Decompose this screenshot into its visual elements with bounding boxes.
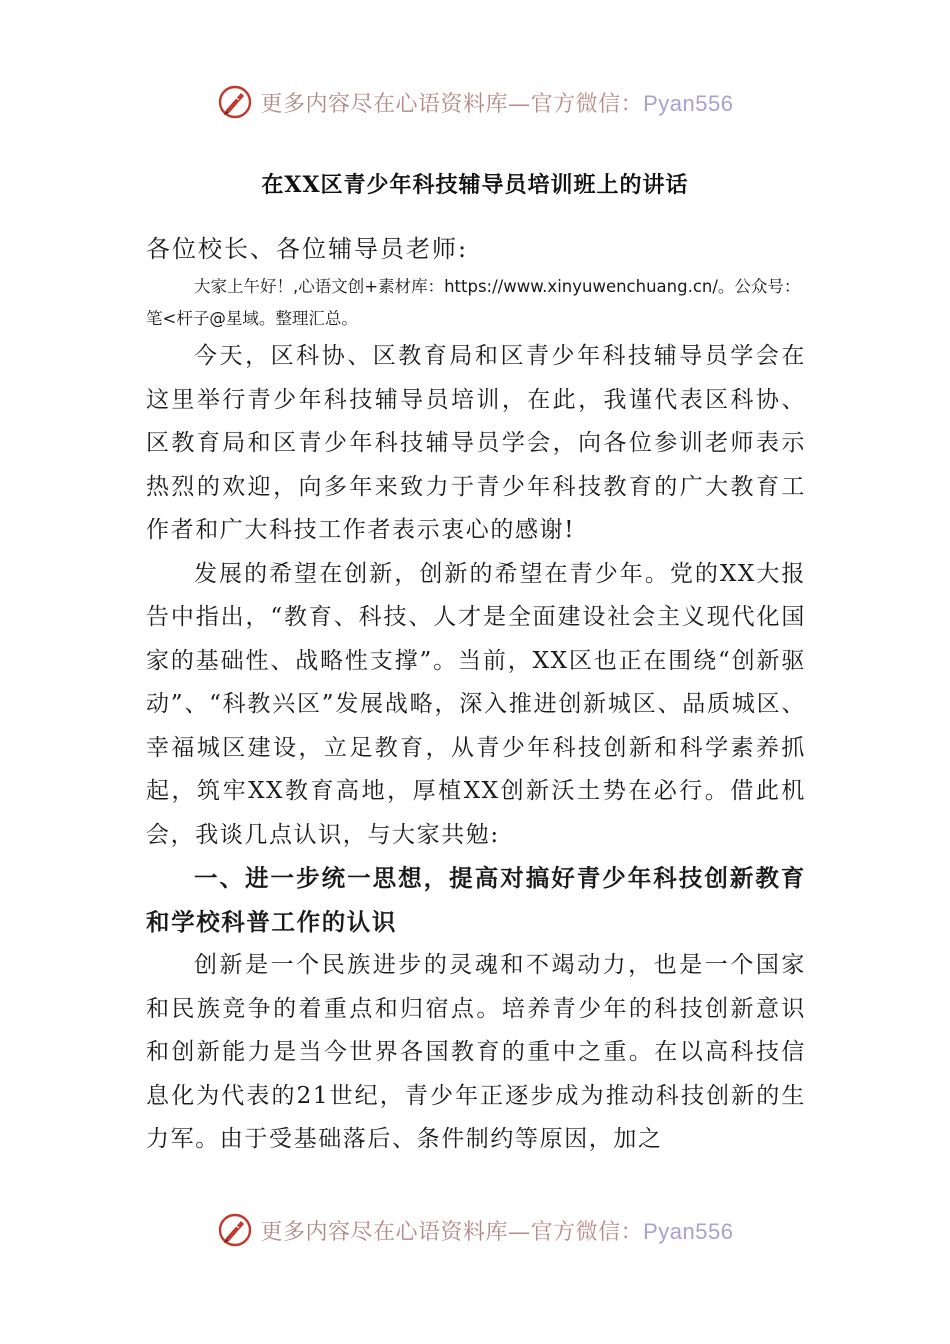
paragraph: 创新是一个民族进步的灵魂和不竭动力，也是一个国家和民族竞争的着重点和归宿点。培养青少年的科技创新意识和创新能力是当今世界各国教育的重中之重。在以高科技信息化为代表的21世纪，青少年正逐步成为推动科技创新的生力军。由于受基础落后、条件制约等原因，加之 xyxy=(146,952,806,1152)
section-heading: 一、进一步统一思想，提高对搞好青少年科技创新教育和学校科普工作的认识 xyxy=(146,864,806,936)
banner-dash: — xyxy=(508,91,531,117)
banner-official: 官方微信： xyxy=(530,1219,644,1245)
pen-logo-icon xyxy=(217,1212,253,1248)
footer-banner xyxy=(0,1208,950,1252)
banner-text xyxy=(261,87,734,118)
banner-official: 官方微信： xyxy=(530,91,644,117)
banner-dash: — xyxy=(508,1219,531,1245)
paragraph: 今天，区科协、区教育局和区青少年科技辅导员学会在这里举行青少年科技辅导员培训，在此，我谨代表区科协、区教育局和区青少年科技辅导员学会，向各位参训老师表示热烈的欢迎，向多年来致力于青少年科技教育的广大教育工作者和广大科技工作者表示衷心的感谢! xyxy=(146,343,806,543)
source-note: 大家上午好！,心语文创+素材库：https://www.xinyuwenchuang.cn/。公众号：笔<杆子@星域。整理汇总。 xyxy=(146,277,801,328)
banner-wechat-id: Pyan556 xyxy=(643,1218,734,1244)
greeting: 各位校长、各位辅导员老师: xyxy=(146,235,469,263)
document-title: 在XX区青少年科技辅导员培训班上的讲话 xyxy=(261,172,689,198)
banner-text xyxy=(261,1215,734,1246)
paragraph: 发展的希望在创新，创新的希望在青少年。党的XX大报告中指出，“教育、科技、人才是全面建设社会主义现代化国家的基础性、战略性支撑”。当前，XX区也正在围绕“创新驱动”、“科教兴区”发展战略，深入推进创新城区、品质城区、幸福城区建设，立足教育，从青少年科技创新和科学素养抓起，筑牢XX教育高地，厚植XX创新沃土势在必行。借此机会，我谈几点认识，与大家共勉: xyxy=(146,560,806,848)
document-body xyxy=(146,227,806,1162)
header-banner xyxy=(0,80,950,124)
pen-logo-icon xyxy=(217,84,253,120)
banner-brand: 更多内容尽在心语资料库 xyxy=(260,1219,509,1245)
banner-brand: 更多内容尽在心语资料库 xyxy=(260,91,509,117)
banner-wechat-id: Pyan556 xyxy=(643,90,734,116)
